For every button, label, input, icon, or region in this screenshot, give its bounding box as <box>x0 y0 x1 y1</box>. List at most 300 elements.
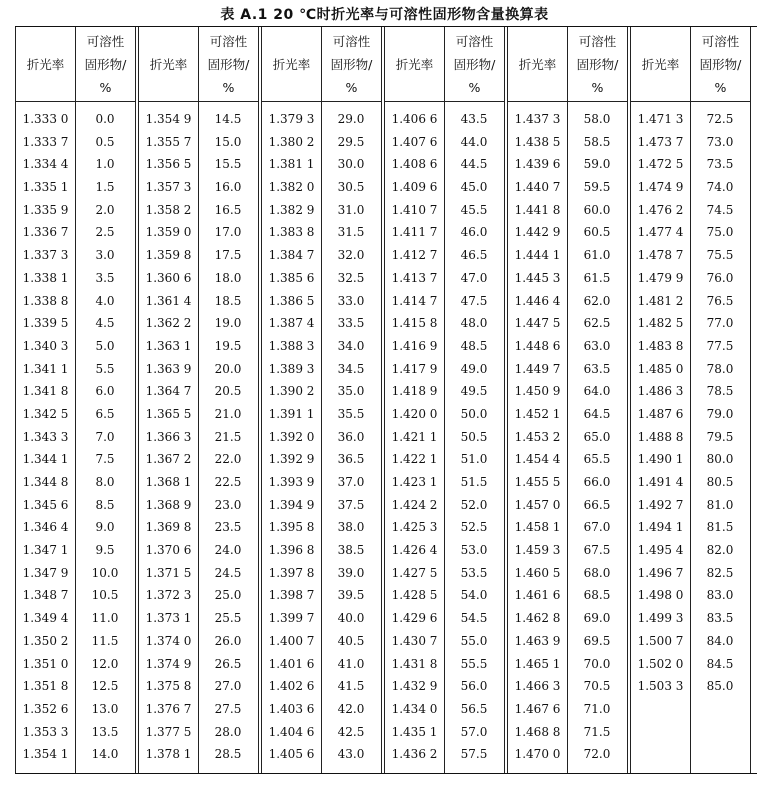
refractive-index-cell: 1.378 1 <box>145 747 192 762</box>
refractive-index-cell: 1.482 5 <box>637 316 684 331</box>
soluble-solids-cell: 45.5 <box>460 202 488 217</box>
refractive-index-cell: 1.385 6 <box>268 270 315 285</box>
refractive-index-cell: 1.414 7 <box>391 293 438 308</box>
refractive-index-cell: 1.472 5 <box>637 157 684 172</box>
soluble-solids-cell: 19.5 <box>214 338 242 353</box>
refractive-index-cell: 1.364 7 <box>145 384 192 399</box>
refractive-index-cell: 1.416 9 <box>391 338 438 353</box>
table-row <box>385 407 504 430</box>
table-row <box>16 430 135 453</box>
table-row <box>508 543 627 566</box>
soluble-solids-cell: 60.5 <box>583 225 611 240</box>
table-row <box>385 475 504 498</box>
refractive-index-cell: 1.458 1 <box>514 520 561 535</box>
soluble-solids-cell: 9.0 <box>95 520 115 535</box>
table-row <box>508 271 627 294</box>
refractive-index-cell: 1.403 6 <box>268 701 315 716</box>
soluble-solids-cell: 28.0 <box>214 724 242 739</box>
soluble-solids-cell: 54.5 <box>460 611 488 626</box>
table-row <box>631 475 750 498</box>
refractive-index-cell: 1.445 3 <box>514 270 561 285</box>
soluble-solids-cell: 3.0 <box>95 248 115 263</box>
refractive-index-cell: 1.346 4 <box>22 520 69 535</box>
soluble-solids-cell: 58.5 <box>583 134 611 149</box>
refractive-index-cell: 1.393 9 <box>268 475 315 489</box>
refractive-index-cell: 1.466 3 <box>514 679 561 694</box>
refractive-index-cell: 1.492 7 <box>637 497 684 512</box>
soluble-solids-cell: 68.0 <box>583 565 611 580</box>
table-row <box>16 316 135 339</box>
table-row <box>385 225 504 248</box>
soluble-solids-cell: 34.5 <box>337 361 365 376</box>
soluble-solids-cell: 40.5 <box>337 633 365 648</box>
soluble-solids-cell: 74.5 <box>706 202 734 217</box>
table-row <box>139 203 258 226</box>
table-row <box>262 203 381 226</box>
soluble-solids-cell: 38.0 <box>337 520 365 535</box>
refractive-index-header: 折光率 <box>631 27 691 101</box>
refractive-index-cell: 1.376 7 <box>145 701 192 716</box>
refractive-index-cell: 1.382 9 <box>268 202 315 217</box>
table-row <box>508 112 627 135</box>
table-row <box>262 112 381 135</box>
table-row <box>262 157 381 180</box>
soluble-solids-cell: 12.0 <box>91 656 119 671</box>
table-row <box>508 634 627 657</box>
refractive-index-cell: 1.374 9 <box>145 656 192 671</box>
soluble-solids-cell: 5.5 <box>95 361 115 376</box>
soluble-solids-cell: 11.5 <box>91 633 119 648</box>
table-row <box>16 294 135 317</box>
soluble-solids-cell: 48.5 <box>460 338 488 353</box>
soluble-solids-cell: 77.0 <box>706 316 734 331</box>
soluble-solids-header-line: 可溶性 <box>332 33 371 49</box>
refractive-index-cell: 1.341 8 <box>22 384 69 399</box>
soluble-solids-cell: 14.5 <box>214 112 242 126</box>
soluble-solids-header-line: 可溶性 <box>578 33 617 49</box>
soluble-solids-cell: 43.5 <box>460 112 488 126</box>
soluble-solids-cell: 51.0 <box>460 452 488 467</box>
refractive-index-cell: 1.494 1 <box>637 520 684 535</box>
refractive-index-cell: 1.345 6 <box>22 497 69 512</box>
soluble-solids-cell: 7.5 <box>95 452 115 467</box>
soluble-solids-cell: 8.5 <box>95 497 115 512</box>
refractive-index-cell: 1.392 9 <box>268 452 315 467</box>
refractive-index-cell: 1.351 8 <box>22 679 69 694</box>
refractive-index-cell: 1.463 9 <box>514 633 561 648</box>
refractive-index-cell: 1.409 6 <box>391 180 438 195</box>
soluble-solids-cell: 8.0 <box>95 475 115 489</box>
refractive-index-cell: 1.462 8 <box>514 611 561 626</box>
refractive-index-cell: 1.461 6 <box>514 588 561 603</box>
table-blocks <box>15 27 757 773</box>
table-rows <box>385 112 504 770</box>
soluble-solids-cell: 47.0 <box>460 270 488 285</box>
table-row <box>262 430 381 453</box>
table-row <box>139 611 258 634</box>
soluble-solids-cell: 41.0 <box>337 656 365 671</box>
table-row <box>262 634 381 657</box>
soluble-solids-cell: 39.0 <box>337 565 365 580</box>
refractive-index-cell: 1.359 8 <box>145 248 192 263</box>
refractive-index-cell: 1.474 9 <box>637 180 684 195</box>
table-row <box>508 452 627 475</box>
table-row <box>16 747 135 770</box>
soluble-solids-cell: 60.0 <box>583 202 611 217</box>
refractive-index-cell: 1.389 3 <box>268 361 315 376</box>
refractive-index-cell: 1.384 7 <box>268 248 315 263</box>
refractive-index-cell: 1.371 5 <box>145 565 192 580</box>
soluble-solids-cell: 79.5 <box>706 429 734 444</box>
table-row <box>139 157 258 180</box>
table-row <box>16 498 135 521</box>
table-row <box>631 157 750 180</box>
soluble-solids-cell: 52.0 <box>460 497 488 512</box>
soluble-solids-cell: 33.0 <box>337 293 365 308</box>
table-row <box>631 657 750 680</box>
refractive-index-cell: 1.434 0 <box>391 701 438 716</box>
refractive-index-cell: 1.333 7 <box>22 134 69 149</box>
table-row <box>139 407 258 430</box>
refractive-index-cell: 1.342 5 <box>22 406 69 421</box>
table-row <box>16 679 135 702</box>
soluble-solids-cell: 30.5 <box>337 180 365 195</box>
table-row <box>385 339 504 362</box>
refractive-index-cell: 1.423 1 <box>391 475 438 489</box>
soluble-solids-cell: 67.5 <box>583 543 611 558</box>
soluble-solids-cell: 17.5 <box>214 248 242 263</box>
refractive-index-cell: 1.333 0 <box>22 112 69 126</box>
table-row <box>385 430 504 453</box>
table-row <box>385 702 504 725</box>
refractive-index-cell: 1.355 7 <box>145 134 192 149</box>
refractive-index-cell: 1.358 2 <box>145 202 192 217</box>
refractive-index-cell: 1.452 1 <box>514 406 561 421</box>
soluble-solids-cell: 78.5 <box>706 384 734 399</box>
refractive-index-cell: 1.422 1 <box>391 452 438 467</box>
refractive-index-cell: 1.334 4 <box>22 157 69 172</box>
table-row <box>631 316 750 339</box>
refractive-index-cell: 1.415 8 <box>391 316 438 331</box>
refractive-index-cell: 1.487 6 <box>637 406 684 421</box>
refractive-index-cell: 1.363 1 <box>145 338 192 353</box>
refractive-index-cell: 1.468 8 <box>514 724 561 739</box>
refractive-index-cell: 1.381 1 <box>268 157 315 172</box>
refractive-index-cell: 1.421 1 <box>391 429 438 444</box>
table-row <box>16 407 135 430</box>
table-row <box>508 566 627 589</box>
soluble-solids-cell: 84.5 <box>706 656 734 671</box>
refractive-index-cell: 1.337 3 <box>22 248 69 263</box>
refractive-index-cell: 1.424 2 <box>391 497 438 512</box>
soluble-solids-cell: 40.0 <box>337 611 365 626</box>
refractive-index-header: 折光率 <box>16 27 76 101</box>
table-row <box>508 225 627 248</box>
soluble-solids-header-line: 可溶性 <box>209 33 248 49</box>
soluble-solids-cell: 23.0 <box>214 497 242 512</box>
soluble-solids-cell: 28.5 <box>214 747 242 762</box>
refractive-index-cell: 1.496 7 <box>637 565 684 580</box>
refractive-index-cell: 1.485 0 <box>637 361 684 376</box>
refractive-index-cell: 1.398 7 <box>268 588 315 603</box>
refractive-index-cell: 1.477 4 <box>637 225 684 240</box>
refractive-index-cell: 1.380 2 <box>268 134 315 149</box>
table-row <box>139 452 258 475</box>
refractive-index-cell: 1.420 0 <box>391 406 438 421</box>
soluble-solids-cell: 3.5 <box>95 270 115 285</box>
soluble-solids-cell: 44.0 <box>460 134 488 149</box>
soluble-solids-cell: 2.5 <box>95 225 115 240</box>
soluble-solids-cell: 16.0 <box>214 180 242 195</box>
soluble-solids-cell: 34.0 <box>337 338 365 353</box>
soluble-solids-cell: 4.5 <box>95 316 115 331</box>
refractive-index-header: 折光率 <box>262 27 322 101</box>
table-row <box>262 657 381 680</box>
refractive-index-cell: 1.401 6 <box>268 656 315 671</box>
refractive-index-cell: 1.365 5 <box>145 406 192 421</box>
table-row <box>262 543 381 566</box>
soluble-solids-cell: 61.0 <box>583 248 611 263</box>
refractive-index-cell: 1.336 7 <box>22 225 69 240</box>
table-row <box>262 384 381 407</box>
soluble-solids-cell: 6.0 <box>95 384 115 399</box>
soluble-solids-cell: 64.5 <box>583 406 611 421</box>
soluble-solids-cell: 24.0 <box>214 543 242 558</box>
table-row <box>16 112 135 135</box>
refractive-index-cell: 1.467 6 <box>514 701 561 716</box>
table-row <box>508 339 627 362</box>
table-row <box>508 362 627 385</box>
refractive-index-cell: 1.470 0 <box>514 747 561 762</box>
soluble-solids-header <box>199 27 258 101</box>
table-row <box>16 702 135 725</box>
table-row <box>631 294 750 317</box>
soluble-solids-cell: 39.5 <box>337 588 365 603</box>
table-row <box>16 452 135 475</box>
soluble-solids-cell: 53.0 <box>460 543 488 558</box>
soluble-solids-header <box>445 27 504 101</box>
refractive-index-cell: 1.465 1 <box>514 656 561 671</box>
soluble-solids-cell: 0.5 <box>95 134 115 149</box>
refractive-index-cell: 1.374 0 <box>145 633 192 648</box>
soluble-solids-cell: 16.5 <box>214 202 242 217</box>
table-row <box>16 362 135 385</box>
soluble-solids-cell: 19.0 <box>214 316 242 331</box>
soluble-solids-cell: 48.0 <box>460 316 488 331</box>
table-row <box>508 475 627 498</box>
table-row <box>262 339 381 362</box>
table-row <box>508 520 627 543</box>
refractive-index-cell: 1.360 6 <box>145 270 192 285</box>
refractive-index-cell: 1.397 8 <box>268 565 315 580</box>
refractive-index-cell: 1.367 2 <box>145 452 192 467</box>
refractive-index-cell: 1.338 8 <box>22 293 69 308</box>
refractive-index-cell: 1.359 0 <box>145 225 192 240</box>
table-row <box>262 294 381 317</box>
table-row <box>631 248 750 271</box>
soluble-solids-cell: 45.0 <box>460 180 488 195</box>
soluble-solids-cell: 80.5 <box>706 475 734 489</box>
table-row <box>631 611 750 634</box>
table-row <box>508 725 627 748</box>
soluble-solids-header <box>691 27 750 101</box>
table-row <box>508 679 627 702</box>
table-row <box>139 725 258 748</box>
table-row <box>631 634 750 657</box>
soluble-solids-cell: 26.0 <box>214 633 242 648</box>
soluble-solids-cell: 81.5 <box>706 520 734 535</box>
refractive-index-cell: 1.407 6 <box>391 134 438 149</box>
table-row <box>139 475 258 498</box>
refractive-index-cell: 1.357 3 <box>145 180 192 195</box>
refractive-index-cell: 1.503 3 <box>637 679 684 694</box>
soluble-solids-cell: 61.5 <box>583 270 611 285</box>
table-row <box>508 430 627 453</box>
column-header <box>508 27 627 102</box>
refractive-index-cell: 1.499 3 <box>637 611 684 626</box>
soluble-solids-cell: 84.0 <box>706 633 734 648</box>
refractive-index-cell: 1.395 8 <box>268 520 315 535</box>
soluble-solids-cell: 65.5 <box>583 452 611 467</box>
refractive-index-header: 折光率 <box>139 27 199 101</box>
refractive-index-cell: 1.343 3 <box>22 429 69 444</box>
soluble-solids-cell: 59.5 <box>583 180 611 195</box>
soluble-solids-cell: 0.0 <box>95 112 115 126</box>
table-block <box>261 27 382 773</box>
soluble-solids-cell: 29.0 <box>337 112 365 126</box>
refractive-index-cell: 1.478 7 <box>637 248 684 263</box>
soluble-solids-cell: 10.5 <box>91 588 119 603</box>
table-row <box>631 225 750 248</box>
refractive-index-cell: 1.348 7 <box>22 588 69 603</box>
soluble-solids-cell: 33.5 <box>337 316 365 331</box>
refractive-index-cell: 1.361 4 <box>145 293 192 308</box>
table-row <box>16 225 135 248</box>
soluble-solids-cell: 81.0 <box>706 497 734 512</box>
table-row <box>508 248 627 271</box>
soluble-solids-cell: 78.0 <box>706 361 734 376</box>
refractive-index-cell: 1.377 5 <box>145 724 192 739</box>
refractive-index-cell: 1.481 2 <box>637 293 684 308</box>
refractive-index-cell: 1.406 6 <box>391 112 438 126</box>
table-row <box>139 679 258 702</box>
table-row <box>385 316 504 339</box>
soluble-solids-cell: 2.0 <box>95 202 115 217</box>
refractive-index-cell: 1.460 5 <box>514 565 561 580</box>
table-row <box>385 384 504 407</box>
soluble-solids-cell: 72.0 <box>583 747 611 762</box>
soluble-solids-cell: 49.0 <box>460 361 488 376</box>
soluble-solids-cell: 15.5 <box>214 157 242 172</box>
refractive-index-cell: 1.363 9 <box>145 361 192 376</box>
soluble-solids-cell: 10.0 <box>91 565 119 580</box>
soluble-solids-cell: 21.0 <box>214 406 242 421</box>
refractive-index-cell: 1.473 7 <box>637 134 684 149</box>
table-row <box>262 520 381 543</box>
table-row <box>385 498 504 521</box>
soluble-solids-cell: 52.5 <box>460 520 488 535</box>
table-row <box>385 180 504 203</box>
soluble-solids-header <box>76 27 135 101</box>
soluble-solids-cell: 64.0 <box>583 384 611 399</box>
soluble-solids-cell: 56.5 <box>460 701 488 716</box>
soluble-solids-header <box>568 27 627 101</box>
refractive-index-cell: 1.442 9 <box>514 225 561 240</box>
refractive-index-cell: 1.428 5 <box>391 588 438 603</box>
soluble-solids-cell: 71.0 <box>583 701 611 716</box>
table-row <box>508 180 627 203</box>
soluble-solids-cell: 42.5 <box>337 724 365 739</box>
soluble-solids-cell: 20.5 <box>214 384 242 399</box>
soluble-solids-cell: 63.5 <box>583 361 611 376</box>
table-row <box>385 112 504 135</box>
table-row <box>508 135 627 158</box>
table-row <box>262 725 381 748</box>
refractive-index-cell: 1.394 9 <box>268 497 315 512</box>
table-row <box>139 702 258 725</box>
soluble-solids-cell: 44.5 <box>460 157 488 172</box>
table-row <box>385 634 504 657</box>
soluble-solids-cell: 6.5 <box>95 406 115 421</box>
refractive-index-cell: 1.390 2 <box>268 384 315 399</box>
refractive-index-cell: 1.498 0 <box>637 588 684 603</box>
soluble-solids-cell: 49.5 <box>460 384 488 399</box>
table-row <box>385 543 504 566</box>
soluble-solids-header-line: % <box>714 79 727 95</box>
soluble-solids-cell: 66.0 <box>583 475 611 489</box>
soluble-solids-cell: 27.5 <box>214 701 242 716</box>
table-row <box>262 611 381 634</box>
soluble-solids-cell: 36.0 <box>337 429 365 444</box>
refractive-index-cell: 1.352 6 <box>22 701 69 716</box>
soluble-solids-header <box>322 27 381 101</box>
soluble-solids-cell: 77.5 <box>706 338 734 353</box>
table-row <box>16 135 135 158</box>
refractive-index-cell: 1.354 9 <box>145 112 192 126</box>
table-row <box>139 498 258 521</box>
refractive-index-cell: 1.495 4 <box>637 543 684 558</box>
soluble-solids-cell: 35.5 <box>337 406 365 421</box>
table-row <box>16 725 135 748</box>
table-row <box>631 679 750 702</box>
table-row <box>631 135 750 158</box>
table-rows <box>16 112 135 770</box>
table-row <box>631 407 750 430</box>
soluble-solids-cell: 57.0 <box>460 724 488 739</box>
soluble-solids-cell: 14.0 <box>91 747 119 762</box>
soluble-solids-header-line: % <box>345 79 358 95</box>
soluble-solids-cell: 30.0 <box>337 157 365 172</box>
soluble-solids-cell: 74.0 <box>706 180 734 195</box>
soluble-solids-cell: 23.5 <box>214 520 242 535</box>
soluble-solids-cell: 9.5 <box>95 543 115 558</box>
refractive-index-cell: 1.483 8 <box>637 338 684 353</box>
table-row <box>385 520 504 543</box>
refractive-index-cell: 1.449 7 <box>514 361 561 376</box>
table-row <box>385 157 504 180</box>
refractive-index-cell: 1.402 6 <box>268 679 315 694</box>
soluble-solids-cell: 65.0 <box>583 429 611 444</box>
soluble-solids-cell: 57.5 <box>460 747 488 762</box>
column-header <box>262 27 381 102</box>
soluble-solids-header-line: 固形物/ <box>207 56 250 72</box>
soluble-solids-cell: 31.0 <box>337 202 365 217</box>
refractive-index-cell: 1.391 1 <box>268 406 315 421</box>
table-row <box>16 157 135 180</box>
refractive-index-cell: 1.437 3 <box>514 112 561 126</box>
refractive-index-cell: 1.368 1 <box>145 475 192 489</box>
soluble-solids-cell: 51.5 <box>460 475 488 489</box>
